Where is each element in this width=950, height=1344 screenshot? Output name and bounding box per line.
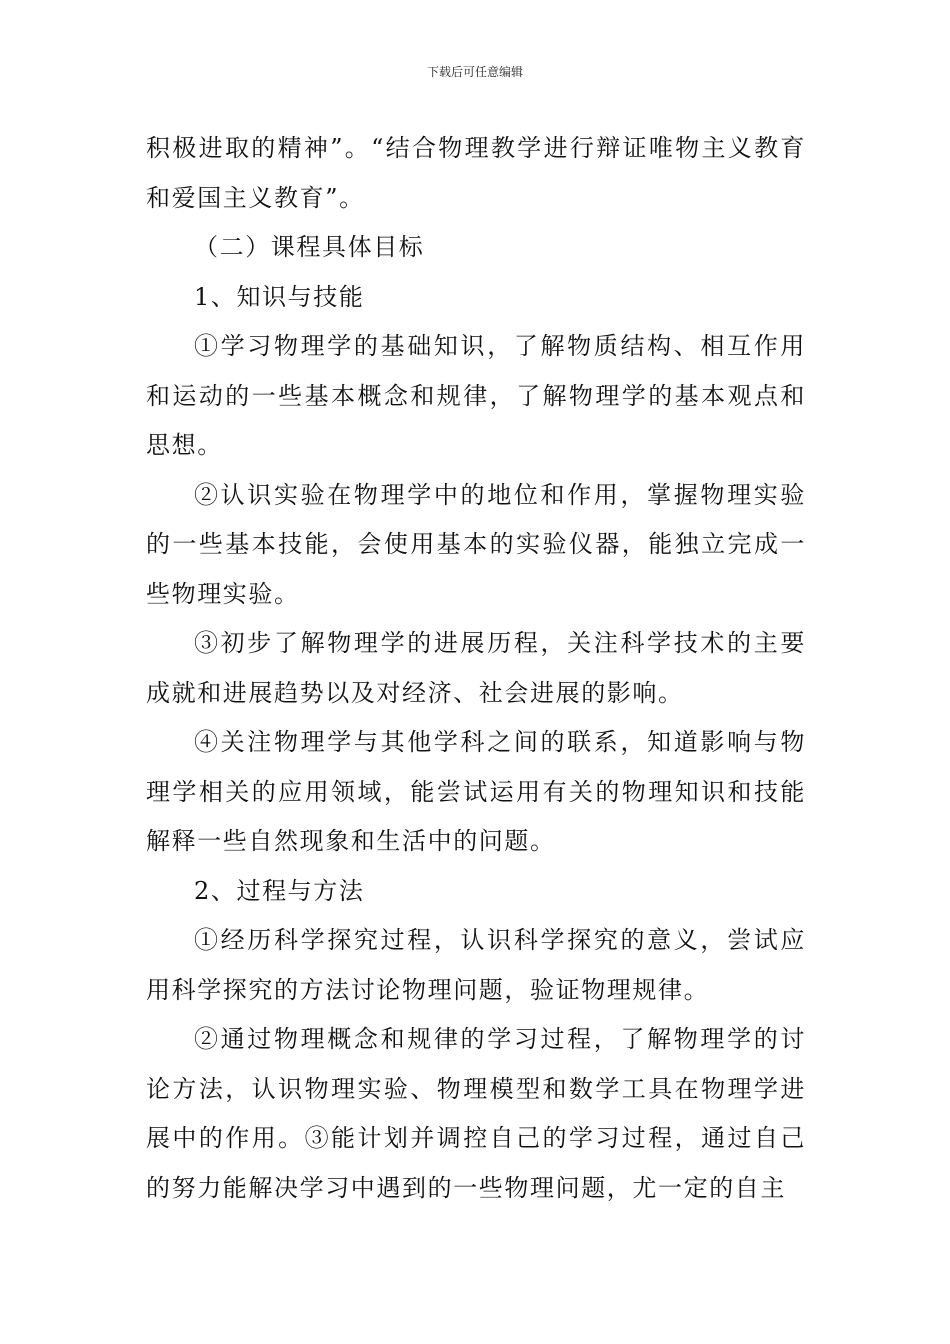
paragraph-process-item-1: ①经历科学探究过程，认识科学探究的意义，尝试应用科学探究的方法讨论物理问题，验证物理规律。 [146,926,806,1004]
paragraph-knowledge-item-2: ②认识实验在物理学中的地位和作用，掌握物理实验的一些基本技能，会使用基本的实验仪器，能独立完成一些物理实验。 [146,480,806,608]
paragraph-knowledge-item-3: ③初步了解物理学的进展历程，关注科学技术的主要成就和进展趋势以及对经济、社会进展的影响。 [146,629,806,707]
section-heading-course-goals: （二）课程具体目标 [194,233,425,261]
paragraph-knowledge-item-4: ④关注物理学与其他学科之间的联系，知道影响与物理学相关的应用领域，能尝试运用有关的物理知识和技能解释一些自然现象和生活中的问题。 [146,728,806,855]
paragraph-intro-continuation: 积极进取的精神”。“结合物理教学进行辩证唯物主义教育和爱国主义教育”。 [146,134,806,212]
subheading-process-methods: 2、过程与方法 [194,876,365,905]
page-header: 下载后可任意编辑 [426,65,523,79]
subheading-knowledge-skills: 1、知识与技能 [194,282,365,311]
paragraph-knowledge-item-1: ①学习物理学的基础知识，了解物质结构、相互作用和运动的一些基本概念和规律，了解物理学的基本观点和思想。 [146,332,806,459]
paragraph-process-item-2: ②通过物理概念和规律的学习过程，了解物理学的讨论方法，认识物理实验、物理模型和数学工具在物理学进展中的作用。③能计划并调控自己的学习过程，通过自己的努力能解决学习中遇到的一些物理问题，尤一定的自主 [146,1025,806,1202]
document-body [146,124,806,1213]
